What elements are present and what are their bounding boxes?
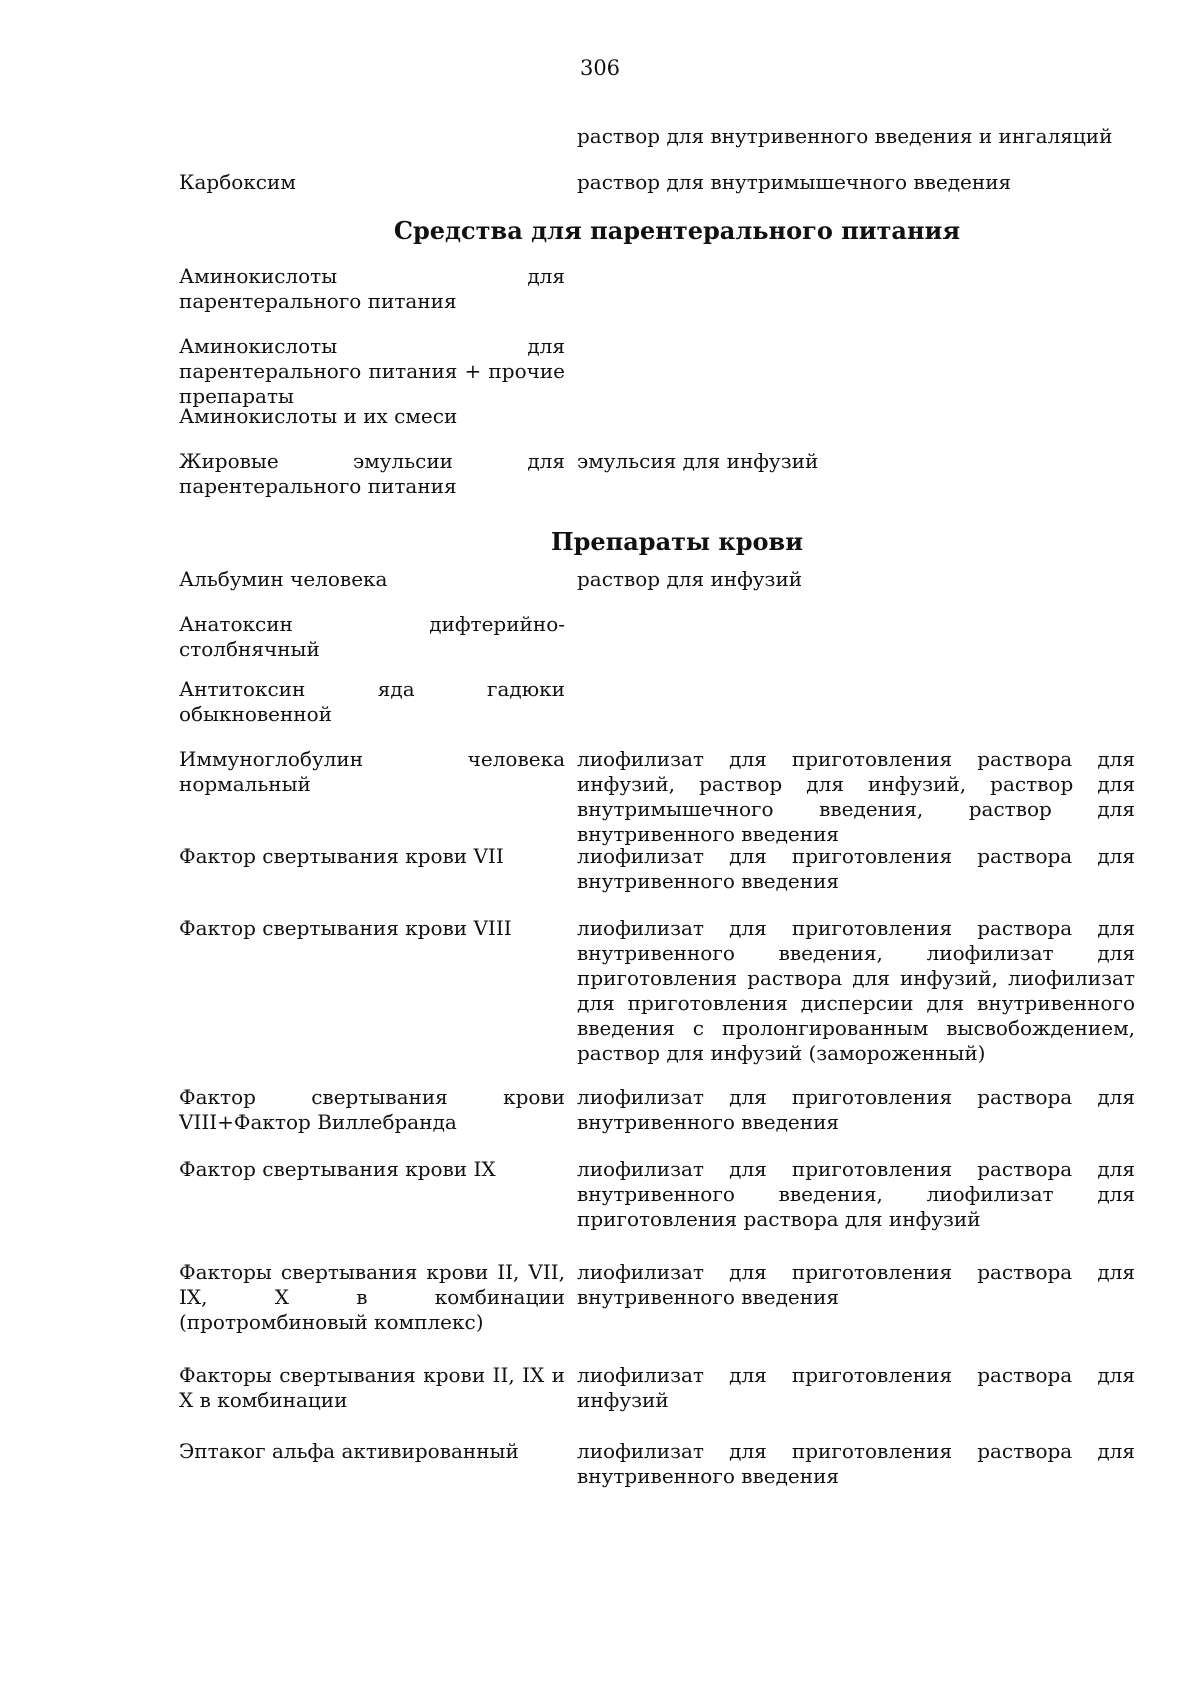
dosage-form: лиофилизат для приготовления раствора для инфузий, раствор для инфузий, раствор для внутримышечного введения, раствор для внутривенного введения xyxy=(577,747,1135,846)
drug-name: Факторы свертывания крови II, IX и X в комбинации xyxy=(179,1363,565,1412)
dosage-form xyxy=(565,334,1135,404)
list-item xyxy=(179,1260,1135,1363)
drug-name: Аминокислоты для парентерального питания xyxy=(179,264,565,313)
drug-name: Фактор свертывания крови IX xyxy=(179,1157,496,1181)
drug-name: Анатоксин дифтерийно-столбнячный xyxy=(179,612,565,661)
dosage-form: лиофилизат для приготовления раствора для внутривенного введения xyxy=(577,1260,1135,1309)
list-item xyxy=(179,404,1135,449)
section-heading: Средства для парентерального питания xyxy=(393,216,961,245)
drug-name: Антитоксин яда гадюки обыкновенной xyxy=(179,677,565,726)
list-item xyxy=(179,170,1135,216)
dosage-form xyxy=(565,677,1135,747)
drug-name: Карбоксим xyxy=(179,170,296,194)
list-item xyxy=(179,677,1135,747)
dosage-form: раствор для инфузий xyxy=(577,567,803,591)
drug-name xyxy=(179,124,565,170)
dosage-form: лиофилизат для приготовления раствора для внутривенного введения, лиофилизат для приготовления раствора для инфузий, лиофилизат для приготовления дисперсии для внутривенного введения с пролонгированным высвобождением, раствор для инфузий (замороженный) xyxy=(577,916,1135,1065)
dosage-form: лиофилизат для приготовления раствора для инфузий xyxy=(577,1363,1135,1412)
list-item xyxy=(179,334,1135,408)
list-item xyxy=(179,124,1135,170)
page-number: 306 xyxy=(579,56,621,80)
drug-list xyxy=(179,124,1135,1499)
dosage-form xyxy=(565,404,1135,449)
dosage-form: лиофилизат для приготовления раствора для внутривенного введения xyxy=(577,1439,1135,1488)
drug-name: Альбумин человека xyxy=(179,567,388,591)
drug-name: Фактор свертывания крови VIII+Фактор Виллебранда xyxy=(179,1085,565,1134)
section-heading: Препараты крови xyxy=(550,527,804,556)
list-item xyxy=(179,612,1135,677)
drug-name: Фактор свертывания крови VII xyxy=(179,844,504,868)
dosage-form xyxy=(565,264,1135,334)
drug-name: Аминокислоты для парентерального питания + прочие препараты xyxy=(179,334,565,408)
dosage-form: лиофилизат для приготовления раствора для внутривенного введения, лиофилизат для приготовления раствора для инфузий xyxy=(577,1157,1135,1231)
list-item xyxy=(179,1157,1135,1260)
list-item xyxy=(179,844,1135,916)
list-item xyxy=(179,1439,1135,1499)
list-item xyxy=(179,449,1135,527)
list-item xyxy=(179,747,1135,844)
drug-name: Жировые эмульсии для парентерального питания xyxy=(179,449,565,498)
list-item xyxy=(179,567,1135,612)
dosage-form xyxy=(565,612,1135,677)
list-item xyxy=(179,264,1135,334)
dosage-form: раствор для внутривенного введения и ингаляций xyxy=(577,124,1113,148)
dosage-form: раствор для внутримышечного введения xyxy=(577,170,1012,194)
list-item xyxy=(179,1085,1135,1157)
drug-name: Аминокислоты и их смеси xyxy=(179,404,458,428)
drug-name: Факторы свертывания крови II, VII, IX, X в комбинации (протромбиновый комплекс) xyxy=(179,1260,565,1334)
dosage-form: лиофилизат для приготовления раствора для внутривенного введения xyxy=(577,1085,1135,1134)
dosage-form: эмульсия для инфузий xyxy=(577,449,819,473)
list-item xyxy=(179,1363,1135,1439)
drug-name: Фактор свертывания крови VIII xyxy=(179,916,512,940)
drug-name: Иммуноглобулин человека нормальный xyxy=(179,747,565,796)
drug-name: Эптаког альфа активированный xyxy=(179,1439,519,1463)
list-item xyxy=(179,916,1135,1085)
dosage-form: лиофилизат для приготовления раствора для внутривенного введения xyxy=(577,844,1135,893)
